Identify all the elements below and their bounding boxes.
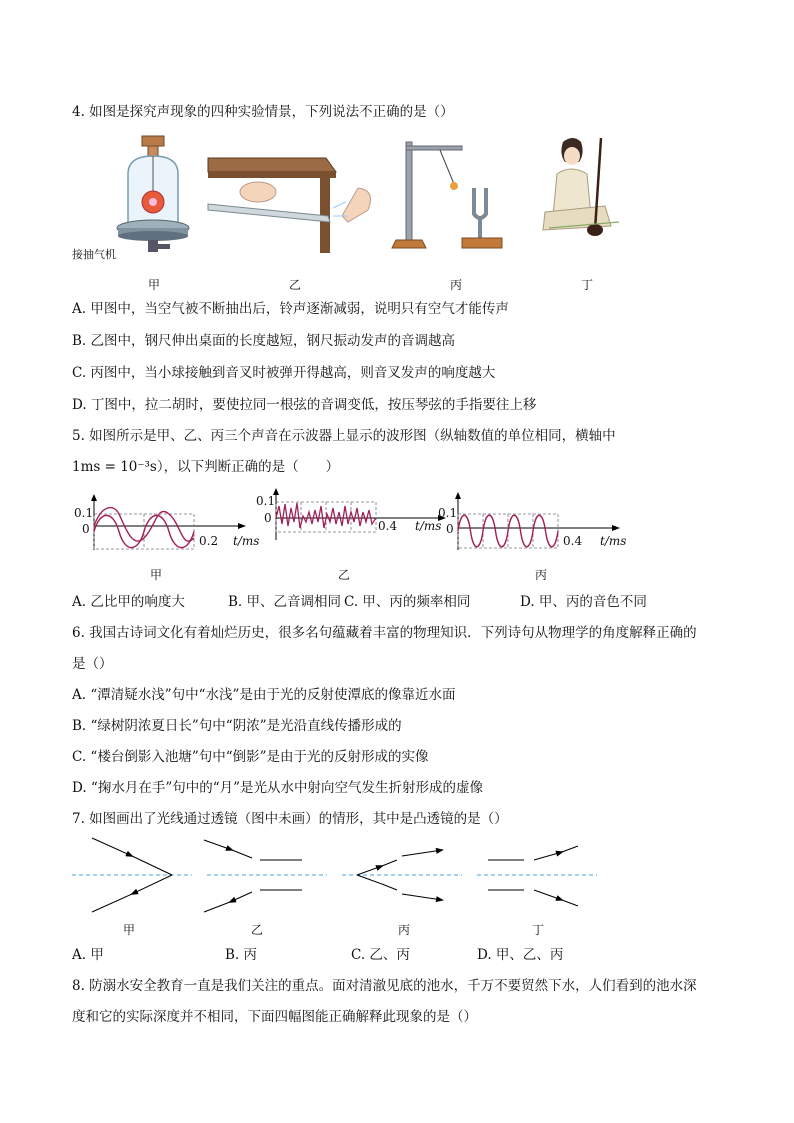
bell-jar-figure: [110, 134, 200, 264]
q6-option-c: C. “楼台倒影入池塘”句中“倒影”是由于光的反射形成的实像: [72, 749, 429, 765]
ruler-table-figure: [208, 150, 378, 255]
q7-option-d: D. 甲、乙、丙: [477, 947, 564, 963]
bing-caption: 丙: [535, 568, 548, 582]
q8-stem-line1: 8. 防溺水安全教育一直是我们关注的重点。面对清澈见底的池水，千万不要贸然下水，人们看到的池水深: [72, 978, 697, 994]
q4-caption-ding: 丁: [581, 278, 594, 292]
q7-caption-jia: 甲: [123, 923, 136, 937]
q4-caption-yi: 乙: [289, 278, 302, 292]
q5-stem-line2: [72, 458, 339, 476]
q6-stem-line1: 6. 我国古诗词文化有着灿烂历史，很多名句蕴藏着丰富的物理知识．下列诗句从物理学的角度解释正确的: [72, 625, 697, 641]
q6-option-b: B. “绿树阴浓夏日长”句中“阴浓”是光沿直线传播形成的: [72, 718, 402, 734]
jia-x-end-label: 0.2: [199, 534, 219, 548]
waveform-yi: [254, 488, 454, 548]
tuning-fork-figure: [392, 136, 512, 256]
q4-option-c: C. 丙图中，当小球接触到音叉时被弹开得越高，则音叉发声的响度越大: [72, 365, 496, 381]
q7-option-b: B. 丙: [225, 947, 258, 963]
q4-option-a: A. 甲图中，当空气被不断抽出后，铃声逐渐减弱，说明只有空气才能传声: [72, 301, 509, 317]
q7-option-a: A. 甲: [72, 947, 104, 963]
q5-stem-line2-rest: ），以下判断正确的是（ ）: [156, 459, 340, 475]
q4-stem: 4. 如图是探究声现象的四种实验情景，下列说法不正确的是（）: [72, 104, 454, 120]
jia-zero-label: 0: [82, 522, 90, 536]
bing-x-end-label: 0.4: [563, 534, 583, 548]
q8-stem-line2: 度和它的实际深度并不相同，下面四幅图能正确解释此现象的是（）: [72, 1009, 477, 1025]
yi-x-unit: t/ms: [415, 519, 442, 533]
q4-option-d: D. 丁图中，拉二胡时，要使拉同一根弦的音调变低，按压琴弦的手指要往上移: [72, 397, 537, 413]
yi-y-label: 0.1: [256, 494, 276, 508]
jia-caption: 甲: [150, 568, 163, 582]
q4-option-b: B. 乙图中，钢尺伸出桌面的长度越短，钢尺振动发声的音调越高: [72, 333, 456, 349]
waveform-bing-curve: [458, 514, 558, 548]
yi-zero-label: 0: [264, 511, 272, 525]
q5-option-a: A. 乙比甲的响度大: [72, 594, 185, 610]
q7-caption-yi: 乙: [251, 923, 264, 937]
q4-caption-bing: 丙: [450, 278, 463, 292]
q5-option-d: D. 甲、丙的音色不同: [520, 594, 647, 610]
bing-y-label: 0.1: [438, 506, 458, 520]
lens-rays-figure: [72, 836, 602, 916]
waveform-jia-curve: [94, 514, 194, 549]
q7-caption-bing: 丙: [398, 923, 411, 937]
q5-stem-line1: 5. 如图所示是甲、乙、丙三个声音在示波器上显示的波形图（纵轴数值的单位相同，横轴中: [72, 428, 616, 444]
q5-unit-formula: 1ms = 10⁻³s: [72, 459, 157, 475]
erhu-player-figure: [535, 134, 625, 254]
jia-x-unit: t/ms: [233, 534, 260, 548]
q7-option-c: C. 乙、丙: [351, 947, 410, 963]
q6-option-a: A. “潭清疑水浅”句中“水浅”是由于光的反射使潭底的像靠近水面: [72, 687, 456, 703]
jia-y-label: 0.1: [74, 506, 94, 520]
pump-label: 接抽气机: [72, 248, 116, 261]
bing-zero-label: 0: [446, 522, 454, 536]
q6-stem-line2: 是（）: [72, 656, 113, 672]
q7-caption-ding: 丁: [532, 923, 545, 937]
bing-x-unit: t/ms: [600, 534, 627, 548]
yi-x-end-label: 0.4: [378, 519, 398, 533]
q4-caption-jia: 甲: [148, 278, 161, 292]
q5-option-c: C. 甲、丙的频率相同: [344, 594, 471, 610]
q6-option-d: D. “掬水月在手”句中的“月”是光从水中射向空气发生折射形成的虚像: [72, 780, 484, 796]
yi-caption: 乙: [338, 568, 351, 582]
q7-stem: 7. 如图画出了光线通过透镜（图中未画）的情形，其中是凸透镜的是（）: [72, 811, 508, 827]
q5-option-b: B. 甲、乙音调相同: [228, 594, 342, 610]
